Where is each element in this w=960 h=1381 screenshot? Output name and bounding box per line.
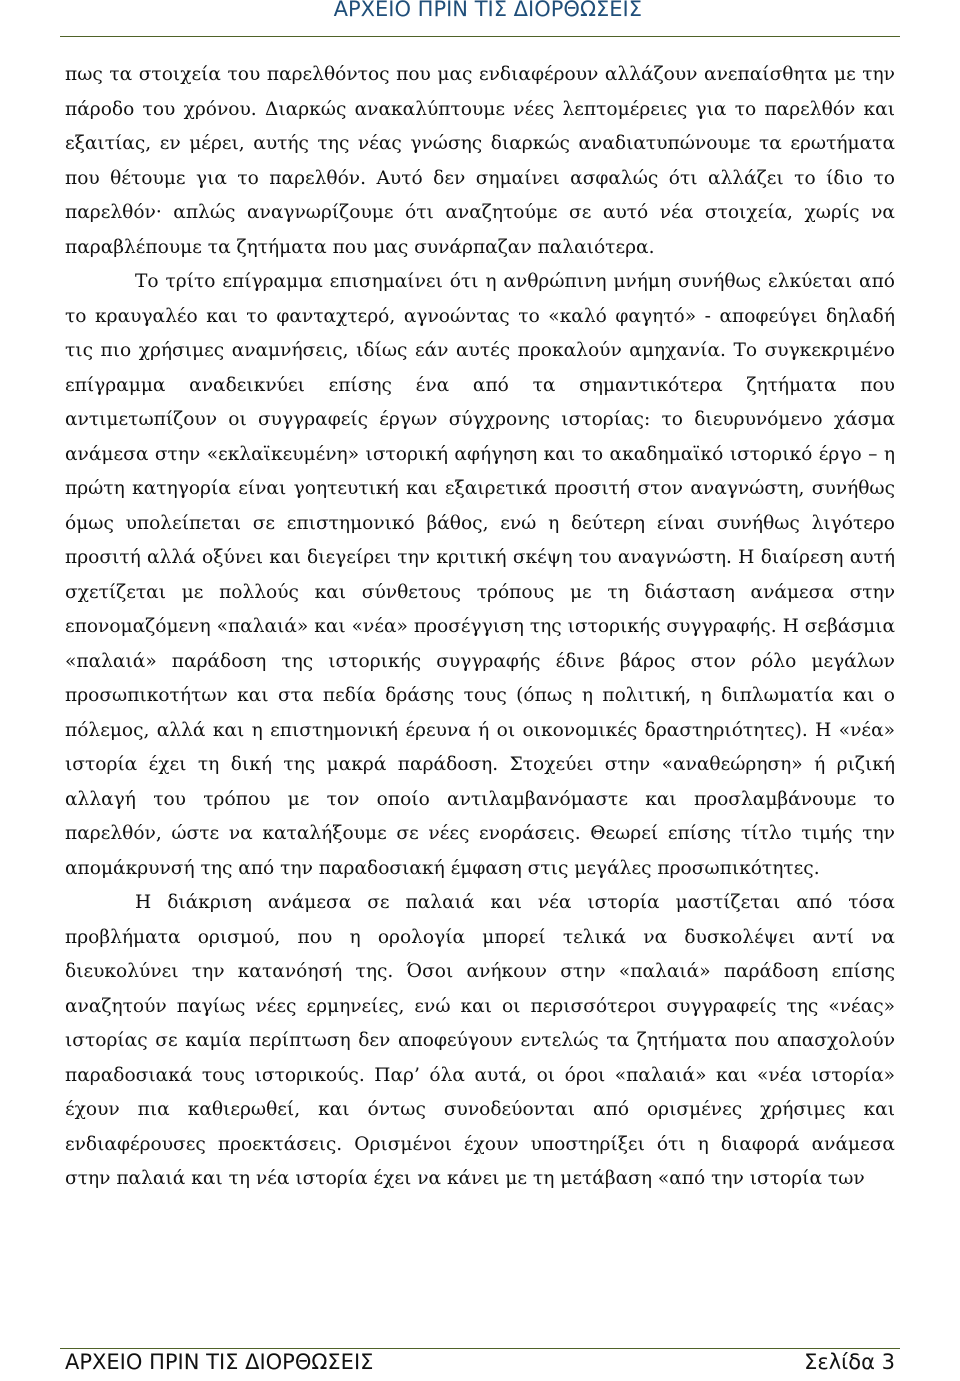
paragraph-continuation: πως τα στοιχεία του παρελθόντος που μας ενδιαφέρουν αλλάζουν ανεπαίσθητα με την πάροδο του χρόνου. Διαρκώς ανακαλύπτουμε νέες λεπτομέρειες για το παρελθόν και εξαιτίας, εν μέρει, αυτής της νέας γνώσης διαρκώς αναδιατυπώνουμε τα ερωτήματα που θέτουμε για το παρελθόν. Αυτό δεν σημαίνει ασφαλώς ότι αλλάζει το ίδιο το παρελθόν· απλώς αναγνωρίζουμε ότι αναζητούμε σε αυτό νέα στοιχεία, χωρίς να παραβλέπουμε τα ζητήματα που μας συνάρπαζαν παλαιότερα. (65, 64, 895, 258)
header-title: ΑΡΧΕΙΟ ΠΡΙΝ ΤΙΣ ΔΙΟΡΘΩΣΕΙΣ (333, 0, 642, 21)
paragraph-old-new-history: Η διάκριση ανάμεσα σε παλαιά και νέα ιστορία μαστίζεται από τόσα προβλήματα ορισμού, που η ορολογία μπορεί τελικά να δυσκολέψει αντί να διευκολύνει την κατανόησή της. Όσοι ανήκουν στην «παλαιά» παράδοση επίσης αναζητούν παγίως νέες ερμηνείες, ενώ και οι περισσότεροι συγγραφείς της «νέας» ιστορίας σε καμία περίπτωση δεν αποφεύγουν εντελώς τα ζητήματα που απασχολούν παραδοσιακά τους ιστορικούς. Παρ’ όλα αυτά, οι όροι «παλαιά» και «νέα ιστορία» έχουν πια καθιερωθεί, και όντως συνοδεύονται από ορισμένες χρήσιμες και ενδιαφέρουσες προεκτάσεις. Ορισμένοι έχουν υποστηρίξει ότι η διαφορά ανάμεσα στην παλαιά και τη νέα ιστορία έχει να κάνει με τη μετάβαση «από την ιστορία των (65, 892, 895, 1189)
header-divider (60, 36, 900, 37)
paragraph-third-epigram: Το τρίτο επίγραμμα επισημαίνει ότι η ανθρώπινη μνήμη συνήθως ελκύεται από το κραυγαλέο και το φανταχτερό, αγνοώντας το «καλό φαγητό» - αποφεύγει δηλαδή τις πιο χρήσιμες αναμνήσεις, ιδίως εάν αυτές προκαλούν αμηχανία. Το συγκεκριμένο επίγραμμα αναδεικνύει επίσης ένα από τα σημαντικότερα ζητήματα που αντιμετωπίζουν οι συγγραφείς έργων σύγχρονης ιστορίας: το διευρυνόμενο χάσμα ανάμεσα στην «εκλαϊκευμένη» ιστορική αφήγηση και το ακαδημαϊκό ιστορικό έργο – η πρώτη κατηγορία είναι γοητευτική και εξαιρετικά προσιτή στον αναγνώστη, συνήθως όμως υπολείπεται σε επιστημονικό βάθος, ενώ η δεύτερη είναι συνήθως λιγότερο προσιτή αλλά οξύνει και διεγείρει την κριτική σκέψη του αναγνώστη. Η διαίρεση αυτή σχετίζεται με πολλούς και σύνθετους τρόπους με τη διάσταση ανάμεσα στην επονομαζόμενη «παλαιά» και «νέα» προσέγγιση της ιστορικής συγγραφής. Η σεβάσμια «παλαιά» παράδοση της ιστορικής συγγραφής έδινε βάρος στον ρόλο μεγάλων προσωπικοτήτων και στα πεδία δράσης τους (όπως η πολιτική, η διπλωματία και ο πόλεμος, αλλά και η επιστημονική έρευνα ή οι οικονομικές δραστηριότητες). Η «νέα» ιστορία έχει τη δική της μακρά παράδοση. Στοχεύει στην «αναθεώρηση» ή ριζική αλλαγή του τρόπου με τον οποίο αντιλαμβανόμαστε και προσλαμβάνουμε το παρελθόν, ώστε να καταλήξουμε σε νέες ενοράσεις. Θεωρεί επίσης τίτλο τιμής την απομάκρυνσή της από την παραδοσιακή έμφαση στις μεγάλες προσωπικότητες. (65, 271, 895, 879)
page-number: Σελίδα 3 (804, 1350, 895, 1374)
footer-divider (60, 1348, 900, 1349)
page-footer (0, 1340, 960, 1381)
page-header (0, 0, 960, 40)
document-body (65, 58, 895, 1197)
footer-title: ΑΡΧΕΙΟ ΠΡΙΝ ΤΙΣ ΔΙΟΡΘΩΣΕΙΣ (65, 1350, 374, 1374)
